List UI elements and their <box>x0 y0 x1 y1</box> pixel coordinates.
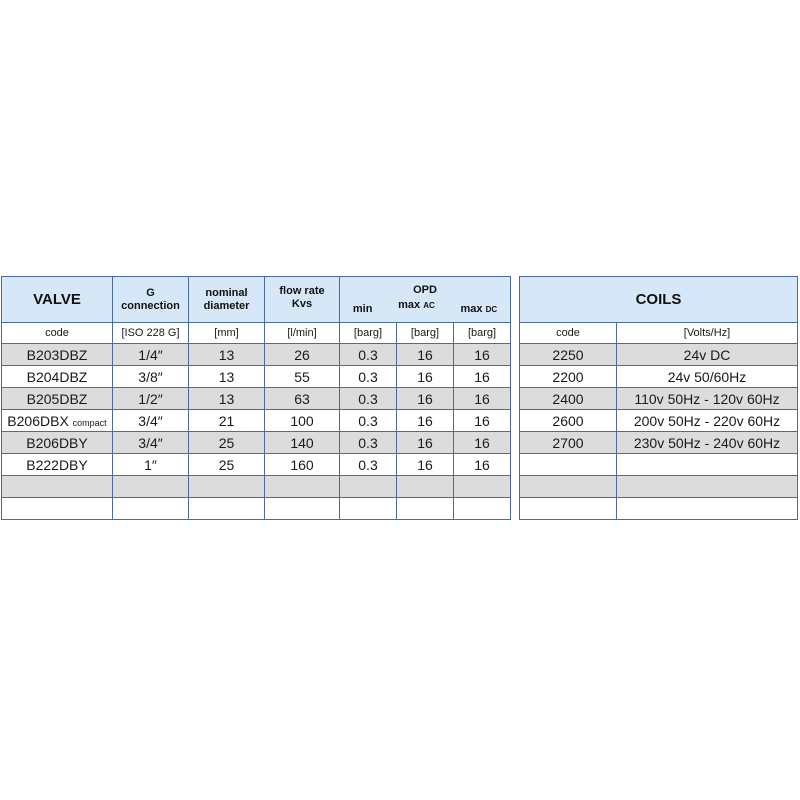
g-connection: 3/4″ <box>113 410 189 432</box>
empty-cell <box>397 498 454 520</box>
table-row-empty <box>520 454 798 476</box>
unit-max-dc: [barg] <box>454 323 511 344</box>
max-ac-text: max <box>398 298 421 311</box>
flow-rate: 55 <box>265 366 340 388</box>
valve-units-row <box>2 323 511 344</box>
opd-min: 0.3 <box>340 366 397 388</box>
coil-code: 2200 <box>520 366 617 388</box>
opd-max-dc: 16 <box>454 454 511 476</box>
empty-cell <box>617 454 798 476</box>
empty-cell <box>520 498 617 520</box>
unit-coil-code: code <box>520 323 617 344</box>
g-connection: 3/4″ <box>113 432 189 454</box>
nominal-diameter: 25 <box>189 432 265 454</box>
table-row <box>520 344 798 366</box>
empty-cell <box>617 498 798 520</box>
dc-subscript: DC <box>485 304 498 314</box>
coil-voltage: 200v 50Hz - 220v 60Hz <box>617 410 798 432</box>
g-connection: 3/8″ <box>113 366 189 388</box>
empty-cell <box>2 476 113 498</box>
flow-rate: 100 <box>265 410 340 432</box>
valve-code-text: B204DBZ <box>26 368 88 385</box>
valve-code <box>2 344 113 366</box>
unit-max-ac: [barg] <box>397 323 454 344</box>
table-row-empty <box>2 498 511 520</box>
valve-code <box>2 366 113 388</box>
opd-max-ac: 16 <box>397 432 454 454</box>
table-row <box>2 344 511 366</box>
empty-cell <box>265 476 340 498</box>
valve-code-text: B203DBZ <box>26 346 88 363</box>
opd-max-ac-label <box>398 299 435 316</box>
g-connection-header-line1: G <box>146 286 155 299</box>
flow-header-line2: Kvs <box>291 298 313 310</box>
flow-rate: 140 <box>265 432 340 454</box>
empty-cell <box>189 476 265 498</box>
opd-min: 0.3 <box>340 344 397 366</box>
coils-table <box>519 276 798 520</box>
empty-cell <box>189 498 265 520</box>
coils-header: COILS <box>520 277 798 323</box>
valve-code-text: B206DBY <box>26 434 88 451</box>
nominal-diameter: 13 <box>189 344 265 366</box>
valve-code-suffix: compact <box>72 417 107 428</box>
ac-subscript: AC <box>423 300 435 310</box>
unit-voltage: [Volts/Hz] <box>617 323 798 344</box>
table-row <box>2 432 511 454</box>
opd-header <box>340 277 511 323</box>
unit-kvs: [l/min] <box>265 323 340 344</box>
coil-voltage: 230v 50Hz - 240v 60Hz <box>617 432 798 454</box>
table-row <box>2 454 511 476</box>
opd-min: 0.3 <box>340 432 397 454</box>
empty-cell <box>520 454 617 476</box>
coil-code: 2250 <box>520 344 617 366</box>
valve-code-text: B206DBX <box>7 412 69 429</box>
valve-header-row <box>2 277 511 323</box>
valve-code <box>2 388 113 410</box>
opd-label: OPD <box>413 283 437 296</box>
flow-rate: 160 <box>265 454 340 476</box>
g-connection-header-line2: connection <box>121 299 180 312</box>
table-row-empty <box>2 476 511 498</box>
nominal-diameter: 25 <box>189 454 265 476</box>
table-row <box>520 410 798 432</box>
opd-min: 0.3 <box>340 454 397 476</box>
opd-max-dc: 16 <box>454 388 511 410</box>
opd-max-ac: 16 <box>397 388 454 410</box>
coil-voltage: 24v 50/60Hz <box>617 366 798 388</box>
flow-rate: 26 <box>265 344 340 366</box>
g-connection: 1/2″ <box>113 388 189 410</box>
unit-dn: [mm] <box>189 323 265 344</box>
table-row-empty <box>520 498 798 520</box>
valve-code <box>2 432 113 454</box>
coil-code: 2600 <box>520 410 617 432</box>
nominal-diameter: 21 <box>189 410 265 432</box>
empty-cell <box>454 476 511 498</box>
coil-voltage: 24v DC <box>617 344 798 366</box>
nominal-diameter: 13 <box>189 366 265 388</box>
empty-cell <box>617 476 798 498</box>
empty-cell <box>520 476 617 498</box>
table-row <box>2 366 511 388</box>
nominal-diameter-header <box>189 277 265 323</box>
empty-cell <box>113 498 189 520</box>
opd-max-ac: 16 <box>397 366 454 388</box>
opd-max-dc: 16 <box>454 410 511 432</box>
table-row <box>520 388 798 410</box>
valve-code <box>2 454 113 476</box>
valve-code-text: B205DBZ <box>26 390 88 407</box>
empty-cell <box>2 498 113 520</box>
opd-max-ac: 16 <box>397 410 454 432</box>
opd-max-ac: 16 <box>397 344 454 366</box>
valve-code <box>2 410 113 432</box>
opd-max-dc: 16 <box>454 432 511 454</box>
empty-cell <box>454 498 511 520</box>
coil-voltage: 110v 50Hz - 120v 60Hz <box>617 388 798 410</box>
empty-cell <box>340 476 397 498</box>
coil-code: 2700 <box>520 432 617 454</box>
empty-cell <box>113 476 189 498</box>
empty-cell <box>397 476 454 498</box>
empty-cell <box>340 498 397 520</box>
coils-units-row <box>520 323 798 344</box>
g-connection: 1″ <box>113 454 189 476</box>
empty-cell <box>265 498 340 520</box>
unit-g: [ISO 228 G] <box>113 323 189 344</box>
opd-min: 0.3 <box>340 388 397 410</box>
valve-header: VALVE <box>2 277 113 323</box>
nominal-header-line1: nominal <box>205 286 248 299</box>
coil-code: 2400 <box>520 388 617 410</box>
table-row <box>2 388 511 410</box>
opd-max-dc: 16 <box>454 366 511 388</box>
flow-header-line1: flow rate <box>279 285 325 297</box>
valve-code-text: B222DBY <box>26 456 88 473</box>
opd-max-dc: 16 <box>454 344 511 366</box>
opd-max-ac: 16 <box>397 454 454 476</box>
max-dc-text: max <box>460 302 483 315</box>
coils-header-row <box>520 277 798 323</box>
table-row <box>520 432 798 454</box>
table-row <box>2 410 511 432</box>
opd-min-label: min <box>352 302 373 315</box>
table-row-empty <box>520 476 798 498</box>
flow-rate: 63 <box>265 388 340 410</box>
unit-min: [barg] <box>340 323 397 344</box>
unit-code: code <box>2 323 113 344</box>
table-row <box>520 366 798 388</box>
g-connection: 1/4″ <box>113 344 189 366</box>
opd-min: 0.3 <box>340 410 397 432</box>
opd-max-dc-label <box>461 299 498 316</box>
flow-rate-header <box>265 277 340 323</box>
nominal-header-line2: diameter <box>203 299 250 312</box>
valve-table <box>1 276 511 520</box>
g-connection-header <box>113 277 189 323</box>
nominal-diameter: 13 <box>189 388 265 410</box>
